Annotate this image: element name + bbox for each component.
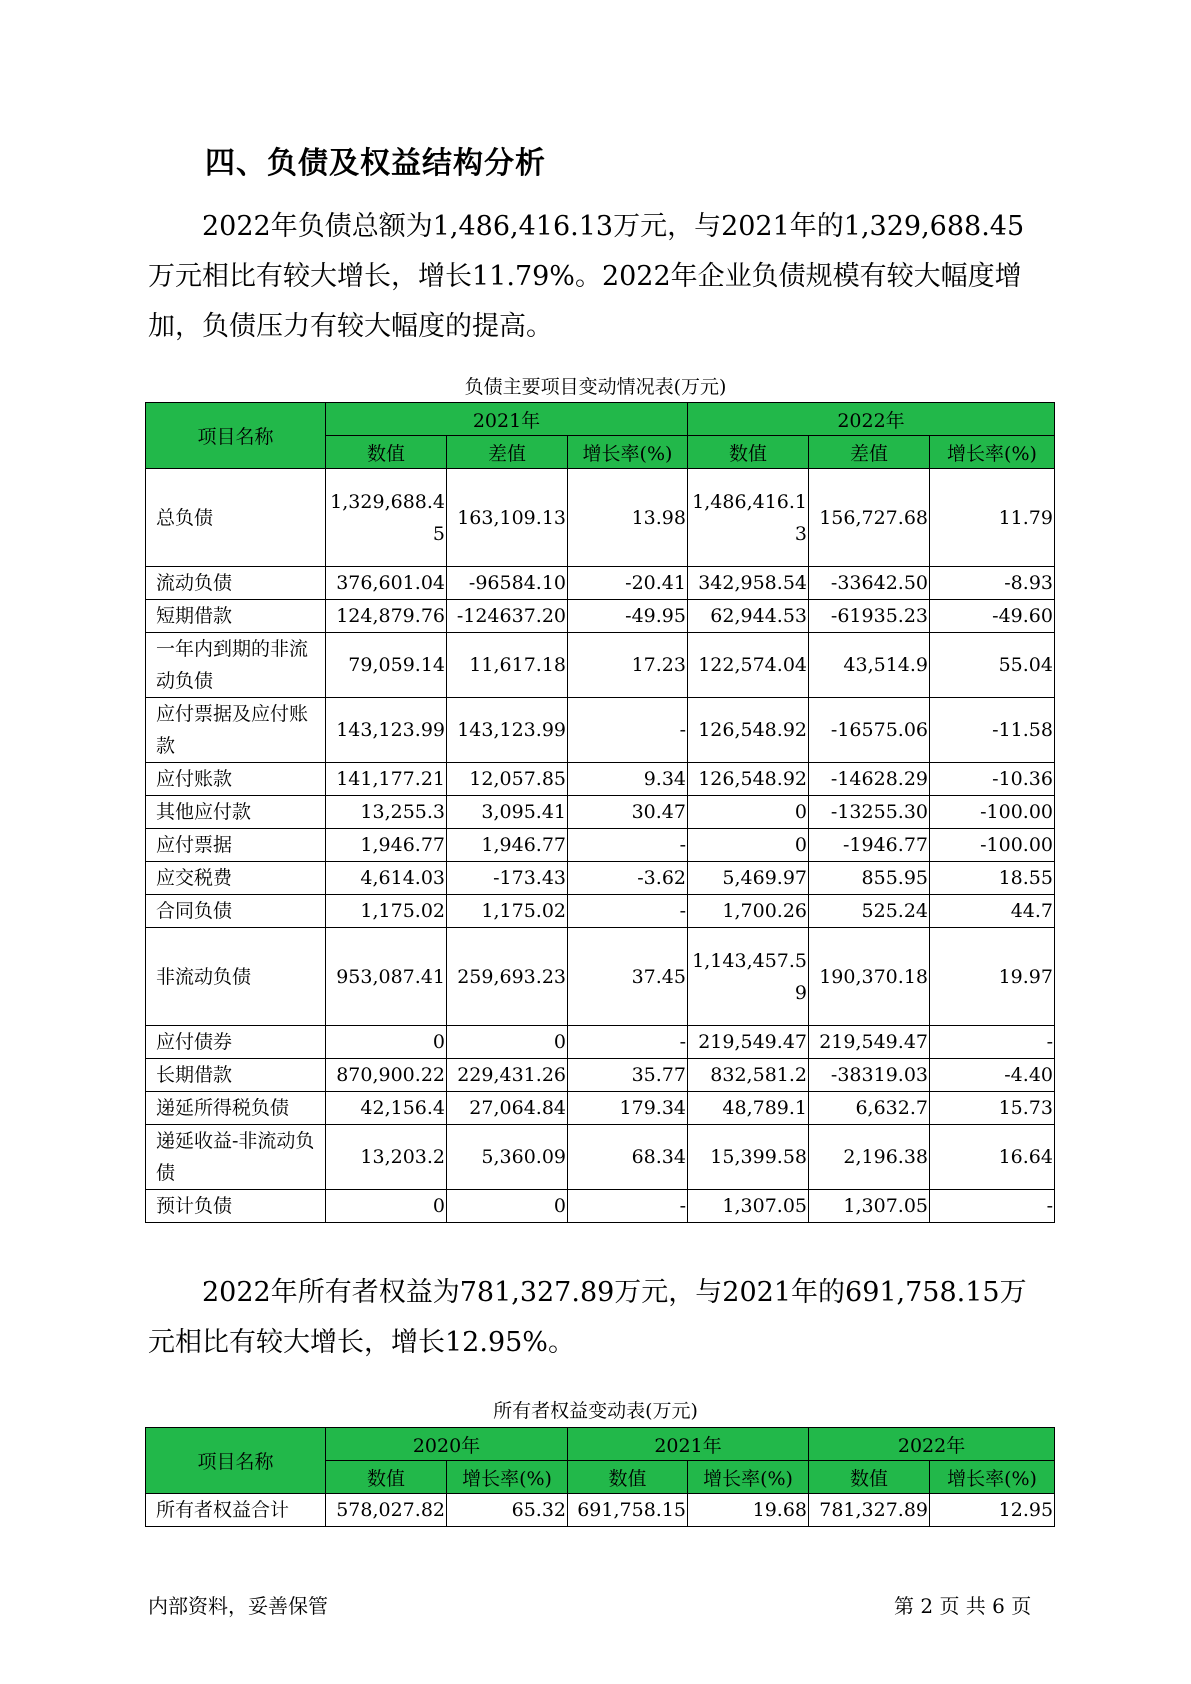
table-row <box>146 1190 1055 1223</box>
col-header-growth: 增长率(%) <box>930 436 1055 469</box>
cell-value: 122,574.04 <box>688 633 809 698</box>
cell-growth: 65.32 <box>447 1494 568 1527</box>
row-name: 递延所得税负债 <box>146 1092 326 1125</box>
cell-growth: -100.00 <box>930 796 1055 829</box>
cell-growth: 13.98 <box>568 469 688 567</box>
cell-growth: -8.93 <box>930 567 1055 600</box>
cell-growth: - <box>568 1026 688 1059</box>
row-name: 短期借款 <box>146 600 326 633</box>
cell-growth: 30.47 <box>568 796 688 829</box>
cell-diff: 190,370.18 <box>809 928 930 1026</box>
cell-growth: -4.40 <box>930 1059 1055 1092</box>
cell-growth: -100.00 <box>930 829 1055 862</box>
cell-value: 79,059.14 <box>326 633 447 698</box>
equity-table <box>145 1427 1055 1527</box>
debt-table <box>145 402 1055 1223</box>
cell-value: 953,087.41 <box>326 928 447 1026</box>
table-row <box>146 1026 1055 1059</box>
cell-diff: 1,307.05 <box>809 1190 930 1223</box>
col-header-year-2022: 2022年 <box>809 1428 1055 1461</box>
cell-value: 141,177.21 <box>326 763 447 796</box>
col-header-growth: 增长率(%) <box>447 1461 568 1494</box>
cell-growth: -10.36 <box>930 763 1055 796</box>
cell-growth: -49.95 <box>568 600 688 633</box>
cell-growth: 19.97 <box>930 928 1055 1026</box>
cell-value: 0 <box>326 1026 447 1059</box>
col-header-year-2020: 2020年 <box>326 1428 568 1461</box>
row-name: 合同负债 <box>146 895 326 928</box>
table-row <box>146 633 1055 698</box>
cell-diff: -13255.30 <box>809 796 930 829</box>
cell-diff: 163,109.13 <box>447 469 568 567</box>
row-name: 流动负债 <box>146 567 326 600</box>
cell-diff: 0 <box>447 1026 568 1059</box>
cell-growth: 35.77 <box>568 1059 688 1092</box>
col-header-value: 数值 <box>326 436 447 469</box>
cell-growth: - <box>930 1026 1055 1059</box>
equity-summary-paragraph: 2022年所有者权益为781,327.89万元，与2021年的691,758.15万元相比有较大增长，增长12.95%。 <box>148 1277 1027 1358</box>
cell-growth: 16.64 <box>930 1125 1055 1190</box>
cell-diff: 5,360.09 <box>447 1125 568 1190</box>
cell-diff: 1,175.02 <box>447 895 568 928</box>
cell-diff: 2,196.38 <box>809 1125 930 1190</box>
table-row <box>146 1125 1055 1190</box>
row-name: 所有者权益合计 <box>146 1494 326 1527</box>
cell-growth: 11.79 <box>930 469 1055 567</box>
cell-value: 15,399.58 <box>688 1125 809 1190</box>
col-header-growth: 增长率(%) <box>688 1461 809 1494</box>
cell-value: 578,027.82 <box>326 1494 447 1527</box>
cell-diff: -16575.06 <box>809 698 930 763</box>
table-row <box>146 796 1055 829</box>
cell-growth: 179.34 <box>568 1092 688 1125</box>
cell-diff: 0 <box>447 1190 568 1223</box>
cell-diff: 229,431.26 <box>447 1059 568 1092</box>
table-row <box>146 567 1055 600</box>
cell-diff: -124637.20 <box>447 600 568 633</box>
cell-growth: -49.60 <box>930 600 1055 633</box>
cell-growth: 19.68 <box>688 1494 809 1527</box>
col-header-growth: 增长率(%) <box>930 1461 1055 1494</box>
cell-value: 376,601.04 <box>326 567 447 600</box>
cell-diff: 156,727.68 <box>809 469 930 567</box>
cell-growth: - <box>568 895 688 928</box>
col-header-item-name: 项目名称 <box>146 1428 326 1494</box>
cell-growth: -3.62 <box>568 862 688 895</box>
col-header-value: 数值 <box>326 1461 447 1494</box>
cell-growth: 37.45 <box>568 928 688 1026</box>
cell-diff: 1,946.77 <box>447 829 568 862</box>
cell-diff: -96584.10 <box>447 567 568 600</box>
cell-value: 0 <box>326 1190 447 1223</box>
cell-value: 126,548.92 <box>688 698 809 763</box>
cell-value: 126,548.92 <box>688 763 809 796</box>
cell-growth: 68.34 <box>568 1125 688 1190</box>
row-name: 应付票据及应付账款 <box>146 698 326 763</box>
table-row <box>146 763 1055 796</box>
cell-growth: - <box>568 698 688 763</box>
table-row <box>146 698 1055 763</box>
col-header-year-2021: 2021年 <box>568 1428 809 1461</box>
cell-growth: -11.58 <box>930 698 1055 763</box>
cell-value: 13,203.2 <box>326 1125 447 1190</box>
cell-value: 781,327.89 <box>809 1494 930 1527</box>
cell-value: 143,123.99 <box>326 698 447 763</box>
row-name: 长期借款 <box>146 1059 326 1092</box>
cell-value: 832,581.2 <box>688 1059 809 1092</box>
cell-value: 124,879.76 <box>326 600 447 633</box>
cell-value: 1,143,457.59 <box>688 928 809 1026</box>
row-name: 其他应付款 <box>146 796 326 829</box>
cell-value: 13,255.3 <box>326 796 447 829</box>
equity-table-caption: 所有者权益变动表(万元) <box>493 1400 698 1422</box>
cell-growth: - <box>568 829 688 862</box>
cell-diff: 525.24 <box>809 895 930 928</box>
cell-value: 5,469.97 <box>688 862 809 895</box>
cell-growth: 15.73 <box>930 1092 1055 1125</box>
cell-growth: 55.04 <box>930 633 1055 698</box>
cell-growth: - <box>930 1190 1055 1223</box>
table-row <box>146 862 1055 895</box>
col-header-value: 数值 <box>809 1461 930 1494</box>
table-row <box>146 829 1055 862</box>
cell-diff: 855.95 <box>809 862 930 895</box>
col-header-year-2022: 2022年 <box>688 403 1055 436</box>
cell-growth: 12.95 <box>930 1494 1055 1527</box>
table-row <box>146 1092 1055 1125</box>
cell-diff: -38319.03 <box>809 1059 930 1092</box>
cell-diff: 259,693.23 <box>447 928 568 1026</box>
cell-diff: -173.43 <box>447 862 568 895</box>
table-row <box>146 895 1055 928</box>
cell-diff: 43,514.9 <box>809 633 930 698</box>
col-header-diff: 差值 <box>447 436 568 469</box>
cell-growth: 44.7 <box>930 895 1055 928</box>
cell-diff: 143,123.99 <box>447 698 568 763</box>
cell-growth: 9.34 <box>568 763 688 796</box>
cell-growth: 17.23 <box>568 633 688 698</box>
cell-value: 1,307.05 <box>688 1190 809 1223</box>
row-name: 总负债 <box>146 469 326 567</box>
col-header-value: 数值 <box>568 1461 688 1494</box>
cell-diff: 27,064.84 <box>447 1092 568 1125</box>
row-name: 一年内到期的非流动负债 <box>146 633 326 698</box>
cell-diff: -33642.50 <box>809 567 930 600</box>
cell-value: 870,900.22 <box>326 1059 447 1092</box>
cell-growth: -20.41 <box>568 567 688 600</box>
cell-value: 342,958.54 <box>688 567 809 600</box>
table-row <box>146 1494 1055 1527</box>
row-name: 预计负债 <box>146 1190 326 1223</box>
cell-value: 4,614.03 <box>326 862 447 895</box>
footer-confidential-note: 内部资料，妥善保管 <box>148 1594 328 1618</box>
col-header-growth: 增长率(%) <box>568 436 688 469</box>
debt-summary-paragraph: 2022年负债总额为1,486,416.13万元，与2021年的1,329,688.45万元相比有较大增长，增长11.79%。2022年企业负债规模有较大幅度增加，负债压力有较大幅度的提高。 <box>148 211 1025 342</box>
cell-diff: -14628.29 <box>809 763 930 796</box>
debt-table-caption: 负债主要项目变动情况表(万元) <box>464 376 727 398</box>
cell-diff: 12,057.85 <box>447 763 568 796</box>
cell-value: 1,486,416.13 <box>688 469 809 567</box>
cell-diff: 11,617.18 <box>447 633 568 698</box>
cell-diff: -61935.23 <box>809 600 930 633</box>
cell-value: 42,156.4 <box>326 1092 447 1125</box>
table-row <box>146 469 1055 567</box>
cell-value: 1,175.02 <box>326 895 447 928</box>
table-row <box>146 928 1055 1026</box>
row-name: 应交税费 <box>146 862 326 895</box>
cell-value: 219,549.47 <box>688 1026 809 1059</box>
cell-value: 48,789.1 <box>688 1092 809 1125</box>
section-heading: 四、负债及权益结构分析 <box>205 146 546 181</box>
row-name: 应付账款 <box>146 763 326 796</box>
cell-value: 62,944.53 <box>688 600 809 633</box>
table-row <box>146 1059 1055 1092</box>
col-header-diff: 差值 <box>809 436 930 469</box>
row-name: 应付债券 <box>146 1026 326 1059</box>
table-row <box>146 600 1055 633</box>
cell-diff: 6,632.7 <box>809 1092 930 1125</box>
cell-value: 1,946.77 <box>326 829 447 862</box>
cell-value: 1,329,688.45 <box>326 469 447 567</box>
col-header-year-2021: 2021年 <box>326 403 688 436</box>
row-name: 递延收益-非流动负债 <box>146 1125 326 1190</box>
cell-value: 0 <box>688 829 809 862</box>
cell-diff: -1946.77 <box>809 829 930 862</box>
cell-growth: - <box>568 1190 688 1223</box>
row-name: 非流动负债 <box>146 928 326 1026</box>
page-number: 第 2 页 共 6 页 <box>894 1594 1032 1618</box>
cell-value: 691,758.15 <box>568 1494 688 1527</box>
cell-value: 0 <box>688 796 809 829</box>
col-header-item-name: 项目名称 <box>146 403 326 469</box>
row-name: 应付票据 <box>146 829 326 862</box>
cell-growth: 18.55 <box>930 862 1055 895</box>
cell-diff: 3,095.41 <box>447 796 568 829</box>
cell-diff: 219,549.47 <box>809 1026 930 1059</box>
cell-value: 1,700.26 <box>688 895 809 928</box>
col-header-value: 数值 <box>688 436 809 469</box>
